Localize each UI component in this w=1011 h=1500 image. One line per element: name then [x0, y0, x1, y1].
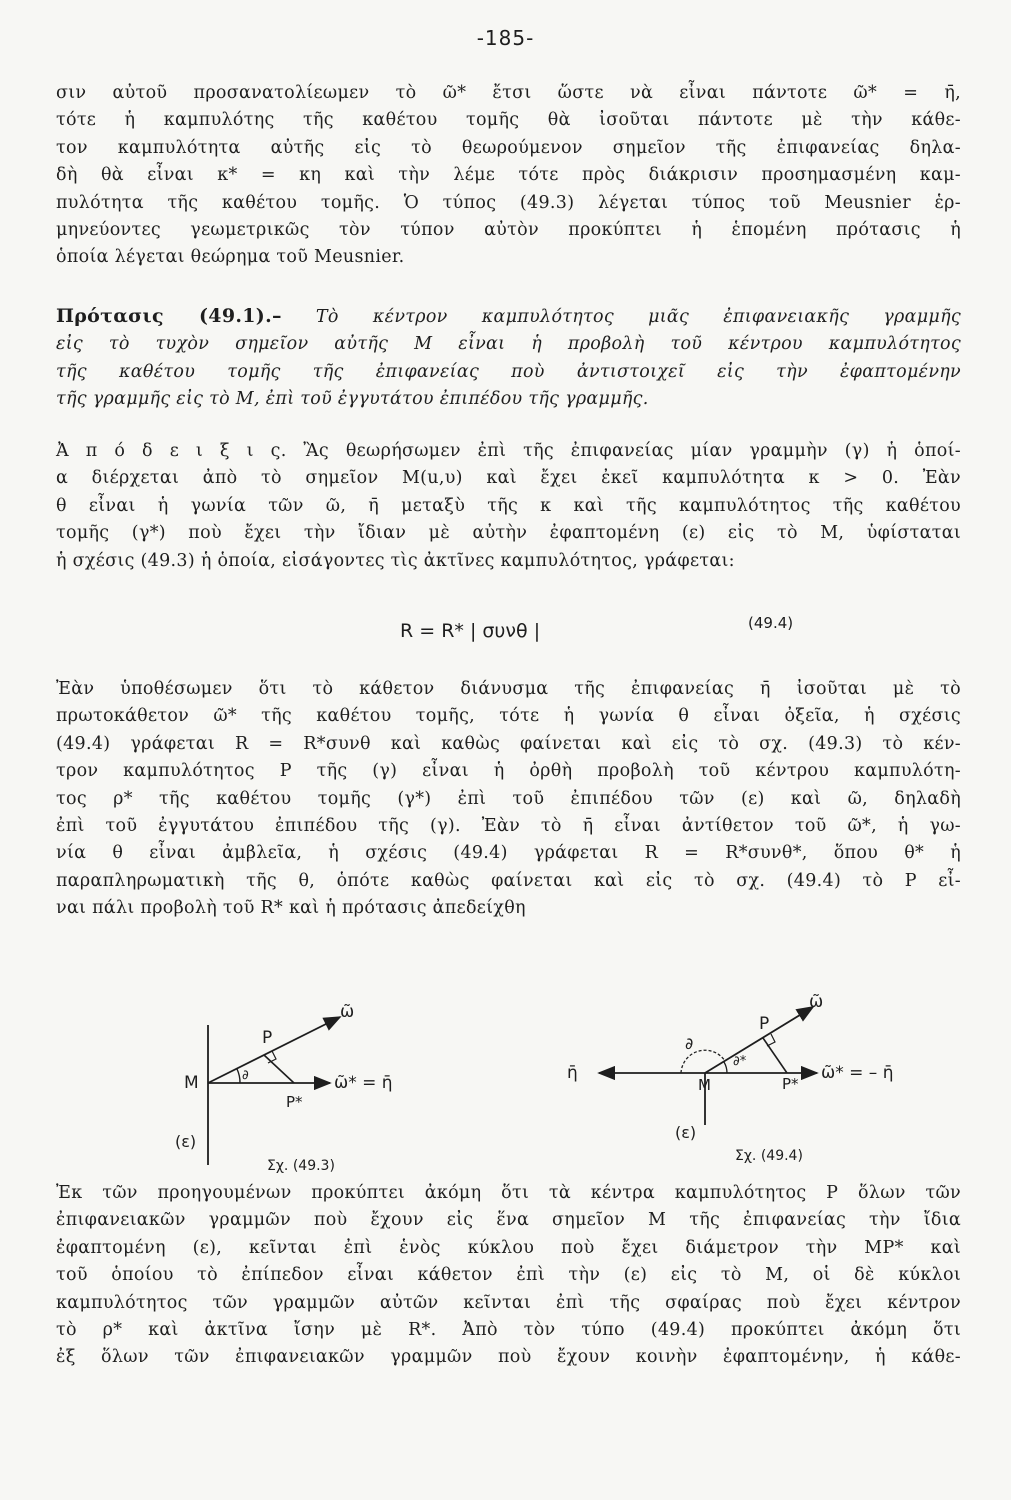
theorem-statement: [56, 303, 961, 414]
text-line: πυλότητα τῆς καθέτου τομῆς. Ὁ τύπος (49.3) λέγεται τύπος τοῦ Meusnier ἑρ-: [56, 192, 961, 213]
omega-label: ῶ: [809, 992, 824, 1012]
text-line: μηνεύοντες γεωμετρικῶς τὸν τύπον αὐτὸν προκύπτει ἡ ἑπομένη πρότασις ἡ: [56, 220, 961, 241]
epsilon-label: (ε): [175, 1132, 197, 1151]
text-line: α διέρχεται ἀπὸ τὸ σημεῖον Μ(u,υ) καὶ ἔχει ἐκεῖ καμπυλότητα κ > 0. Ἐὰν: [56, 468, 961, 489]
text-line: τρον καμπυλότητος Ρ τῆς (γ) εἶναι ἡ ὀρθὴ προβολὴ τοῦ κέντρου καμπυλότη-: [56, 761, 961, 782]
paragraph-curvature-circles: [56, 1180, 961, 1372]
paragraph-cases: [56, 676, 961, 923]
text-line: τομῆς (γ*) ποὺ ἔχει τὴν ἴδιαν μὲ αὐτὴν ἐφαπτομένη (ε) εἰς τὸ Μ, ὑφίσταται: [56, 523, 961, 544]
text-line: Ἐκ τῶν προηγουμένων προκύπτει ἀκόμη ὅτι τὰ κέντρα καμπυλότητος Ρ ὅλων τῶν: [56, 1183, 961, 1203]
figure-49-4: [555, 985, 915, 1175]
text-line: τὸ ρ* καὶ ἀκτῖνα ἴσην μὲ R*. Ἀπὸ τὸν τύπο (49.4) προκύπτει ἀκόμη ὅτι: [56, 1320, 961, 1341]
page-number: -185-: [476, 26, 535, 50]
omega-label: ῶ: [340, 1002, 355, 1022]
epsilon-label: (ε): [675, 1123, 697, 1142]
text-line: τοῦ ὁποίου τὸ ἐπίπεδον εἶναι κάθετον ἐπὶ τὴν (ε) εἰς τὸ Μ, οἱ δὲ κύκλοι: [56, 1265, 961, 1286]
normal-n-label: η̄: [567, 1063, 578, 1083]
proof-paragraph: [56, 438, 961, 575]
equation-49-4: R = R* | συνθ |: [400, 620, 541, 642]
point-p-label: P: [262, 1028, 273, 1048]
projection-line: [763, 1038, 787, 1073]
text-line: ναι πάλι προβολὴ τοῦ R* καὶ ἡ πρότασις ἀπεδείχθη: [56, 898, 526, 919]
text-line: ἐπὶ τοῦ ἐγγυτάτου ἐπιπέδου τῆς (γ). Ἐὰν τὸ η̄ εἶναι ἀντίθετον τοῦ ῶ*, ἡ γω-: [56, 816, 961, 837]
text-line: νία θ εἶναι ἀμβλεῖα, ἡ σχέσις (49.4) γράφεται R = R*συνθ*, ὅπου θ* ἡ: [56, 843, 961, 864]
angle-arc: [724, 1062, 727, 1073]
theta-label: ∂: [242, 1068, 249, 1083]
text-line: τῆς καθέτου τομῆς τῆς ἐπιφανείας ποὺ ἀντιστοιχεῖ εἰς τὴν ἐφαπτομένην: [56, 361, 961, 382]
angle-arc: [237, 1069, 240, 1083]
text-line: ἐπιφανειακῶν γραμμῶν ποὺ ἔχουν εἰς ἕνα σημεῖον Μ τῆς ἐπιφανείας τὴν ἴδια: [56, 1210, 961, 1231]
text-line: Ἂς θεωρήσωμεν ἐπὶ τῆς ἐπιφανείας μίαν γραμμὴν (γ) ἡ ὁποί-: [303, 441, 961, 461]
text-line: ἐφαπτομένη (ε), κεῖνται ἐπὶ ἑνὸς κύκλου ποὺ ἔχει διάμετρον τὴν ΜΡ* καὶ: [56, 1237, 961, 1258]
theorem-heading: Πρότασις (49.1).–: [56, 305, 282, 327]
text-line: τον καμπυλότητα αὐτῆς εἰς τὸ θεωρούμενον σημεῖον τῆς ἐπιφανείας δηλα-: [56, 137, 961, 158]
theta-label: ∂: [685, 1034, 694, 1053]
proof-first-line: [56, 438, 961, 465]
theta-star-label: ∂*: [733, 1054, 747, 1069]
omega-star-eq-label: ῶ* = η̄: [334, 1073, 393, 1093]
text-line: τος ρ* τῆς καθέτου τομῆς (γ*) ἐπὶ τοῦ ἐπιπέδου τῶν (ε) καὶ ῶ, δηλαδὴ: [56, 788, 961, 809]
text-line: τότε ἡ καμπυλότης τῆς καθέτου τομῆς θὰ ἰσοῦται πάντοτε μὲ τὴν κάθε-: [56, 110, 961, 131]
text-line: καμπυλότητος τῶν γραμμῶν αὐτῶν κεῖνται ἐπὶ τῆς σφαίρας ποὺ ἔχει κέντρον: [56, 1292, 961, 1313]
text-line: ὁποία λέγεται θεώρημα τοῦ Meusnier.: [56, 247, 405, 268]
text-line: εἰς τὸ τυχὸν σημεῖον αὐτῆς Μ εἶναι ἡ προβολὴ τοῦ κέντρου καμπυλότητος: [56, 334, 961, 355]
equation-number: (49.4): [748, 614, 794, 632]
text-line: σιν αὐτοῦ προσανατολίεωμεν τὸ ῶ* ἔτσι ὥστε νὰ εἶναι πάντοτε ῶ* = η̄,: [56, 83, 961, 103]
paragraph-meusnier-intro: [56, 80, 961, 272]
projection-line: [264, 1055, 294, 1083]
obtuse-angle-arc: [681, 1050, 725, 1073]
text-line: παραπληρωματικὴ τῆς θ, ὁπότε καθὼς φαίνεται καὶ εἰς τὸ σχ. (49.4) τὸ Ρ εἶ-: [56, 870, 961, 891]
text-line: (49.4) γράφεται R = R*συνθ καὶ καθὼς φαίνεται καὶ εἰς τὸ σχ. (49.3) τὸ κέν-: [56, 733, 961, 754]
point-m-label: M: [698, 1076, 711, 1094]
text-line: πρωτοκάθετον ῶ* τῆς καθέτου τομῆς, τότε ἡ γωνία θ εἶναι ὀξεῖα, ἡ σχέσις: [56, 706, 961, 727]
text-line: ἡ σχέσις (49.3) ἡ ὁποία, εἰσάγοντες τὶς ἀκτῖνες καμπυλότητος, γράφεται:: [56, 550, 735, 571]
point-m-label: M: [184, 1073, 199, 1093]
proof-label: Ἀ π ό δ ε ι ξ ι ς.: [56, 441, 287, 461]
omega-star-eq-label: ῶ* = – η̄: [821, 1063, 894, 1083]
text-line: Τὸ κέντρον καμπυλότητος μιᾶς ἐπιφανειακῆς γραμμῆς: [315, 307, 961, 327]
text-line: δὴ θὰ εἶναι κ* = κη καὶ τὴν λέμε τότε πρὸς διάκρισιν προσημασμένη καμ-: [56, 165, 961, 186]
point-pstar-label: P*: [782, 1075, 799, 1093]
text-line: Ἐὰν ὑποθέσωμεν ὅτι τὸ κάθετον διάνυσμα τῆς ἐπιφανείας η̄ ἰσοῦται μὲ τὸ: [56, 679, 961, 699]
point-pstar-label: P*: [286, 1093, 303, 1111]
figure-caption: Σχ. (49.4): [735, 1148, 803, 1164]
text-line: θ εἶναι ἡ γωνία τῶν ῶ, η̄ μεταξὺ τῆς κ καὶ τῆς καμπυλότητος τῆς καθέτου: [56, 495, 961, 516]
theorem-first-line: [56, 303, 961, 331]
figure-49-3: [160, 985, 420, 1185]
principal-normal-arrow: [208, 1017, 340, 1083]
text-line: ἐξ ὅλων τῶν ἐπιφανειακῶν γραμμῶν ποὺ ἔχουν κοινὴν ἐφαπτομένην, ἡ κάθε-: [56, 1347, 961, 1368]
point-p-label: P: [759, 1014, 770, 1034]
text-line: τῆς γραμμῆς εἰς τὸ Μ, ἐπὶ τοῦ ἐγγυτάτου ἐπιπέδου τῆς γραμμῆς.: [56, 389, 649, 410]
figure-caption: Σχ. (49.3): [267, 1158, 335, 1174]
